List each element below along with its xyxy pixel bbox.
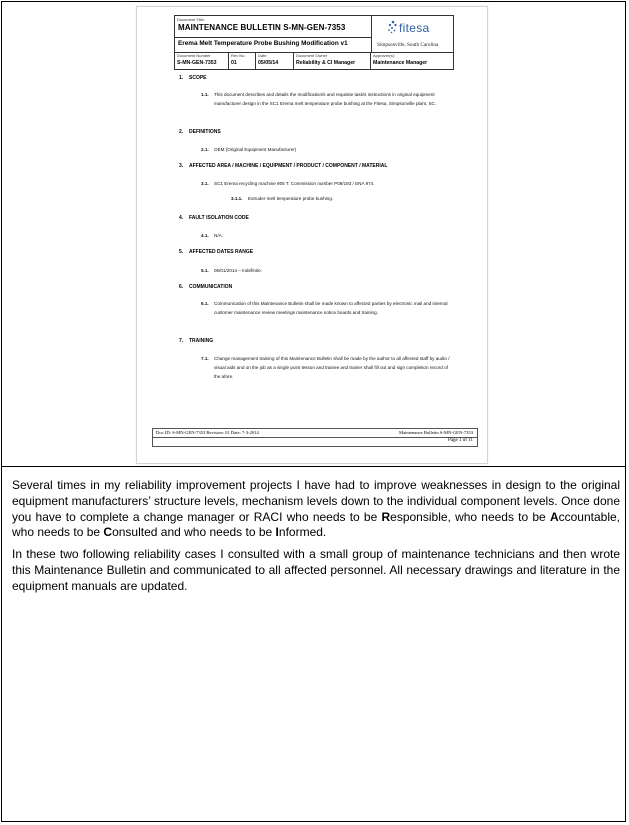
- section-number: 4.: [179, 215, 184, 221]
- rev-value: 01: [231, 60, 237, 66]
- section-number: 1.: [179, 75, 184, 81]
- item-number: 3.1.1.: [231, 196, 243, 201]
- subtitle-cell: [175, 37, 372, 53]
- section-heading: [179, 129, 221, 135]
- bulletin-footer: [152, 428, 478, 447]
- item-number: 3.1.: [201, 181, 209, 186]
- approver-label: Approver(s):: [373, 53, 396, 58]
- item-text: Communication of this Maintenance Bulletin shall be made known to affected parties by electronic mail and internal customer maintenance review meetings maintenance notice boards and training.: [214, 301, 448, 315]
- item-number: 6.1.: [201, 301, 209, 306]
- owner-value: Reliability & CI Manager: [296, 60, 356, 66]
- doc-title-label: Document Title:: [177, 17, 205, 22]
- section-heading: [179, 75, 207, 81]
- date-label: Date: [258, 53, 267, 58]
- section-title: FAULT ISOLATION CODE: [189, 215, 249, 221]
- item-text: Extruder melt temperature probe bushing.: [248, 196, 334, 201]
- section-number: 2.: [179, 129, 184, 135]
- rev-cell: [229, 52, 256, 69]
- plant-location: Simpsonville, South Carolina: [377, 42, 439, 48]
- section-title: AFFECTED DATES RANGE: [189, 249, 254, 255]
- date-cell: [256, 52, 294, 69]
- text-run: ccountable, who needs to be: [12, 509, 620, 540]
- item-text: N/A.: [214, 233, 223, 238]
- section-heading: [179, 249, 253, 255]
- raci-letter: R: [381, 509, 391, 524]
- narrative-cell: [2, 467, 625, 821]
- item-number: 5.1.: [201, 268, 209, 273]
- footer-line: [153, 429, 477, 438]
- item-number: 4.1.: [201, 233, 209, 238]
- section-heading: [179, 338, 213, 344]
- owner-cell: [294, 52, 371, 69]
- bulletin-image-cell: [2, 2, 625, 467]
- item-text: Change management training of this Maintenance Bulletin shall be made by the author to all affected staff by audio / visual aids and on the job as a single point lesson and trainee and trainer shall fill out and sign completion record of the afore.: [214, 356, 450, 379]
- section-number: 3.: [179, 163, 184, 169]
- narrative-paragraph-2: In these two following reliability cases I consulted with a small group of maintenance technicians and then wrote this Maintenance Bulletin and communicated to all affected personnel. All necessary drawings and literature in the equipment manuals are updated.: [12, 547, 620, 593]
- section-number: 5.: [179, 249, 184, 255]
- section-title: AFFECTED AREA / MACHINE / EQUIPMENT / PRODUCT / COMPONENT / MATERIAL: [189, 163, 388, 169]
- item-text: This document describes and details the modification/s and requisite task/s instructions in original equipment manufacturer design in the SC1 Erema melt temperature probe bushing at the Fitesa, Simpsonville plant, SC.: [214, 92, 437, 106]
- section-title: COMMUNICATION: [189, 284, 233, 290]
- bulletin-header: [174, 15, 454, 70]
- section-heading: [179, 284, 232, 290]
- item-text: SC1 Erema recycling machine 905 T. Commission number P09/193 / ENA 974.: [214, 181, 375, 186]
- item-number: 2.1.: [201, 147, 209, 152]
- section-title: SCOPE: [189, 75, 207, 81]
- text-run: Several times in my reliability improvement projects I have had to improve weaknesses in design to the original equipment manufacturers’ structure levels, mechanism levels down to the individual component levels. Once done you have to complete a change manager or RACI who needs to be: [12, 478, 620, 524]
- raci-letter: I: [275, 525, 279, 540]
- narrative-paragraph-1: [12, 478, 620, 541]
- item-text: OEM (Original Equipment Manufacturer): [214, 147, 297, 152]
- doc-number-label: Document Number: [177, 53, 211, 58]
- item-text: 06/01/2014 – Indefinite.: [214, 268, 263, 273]
- logo-text: fitesa: [399, 21, 430, 35]
- text-run: onsulted and who needs to be: [112, 525, 276, 540]
- raci-letter: C: [103, 525, 113, 540]
- content-frame: [1, 1, 626, 822]
- section-number: 6.: [179, 284, 184, 290]
- section-title: DEFINITIONS: [189, 129, 221, 135]
- footer-doc-info: Doc ID: S-MN-GEN-7353 Revision: 01 Date: 7-3-2014: [156, 430, 259, 435]
- page-number: Page 1 of 11: [448, 438, 473, 443]
- raci-letter: A: [549, 509, 559, 524]
- footer-bulletin-name: Maintenance Bulletin S-MN-GEN-7353: [399, 430, 473, 435]
- company-logo: [372, 16, 453, 53]
- section-number: 7.: [179, 338, 184, 344]
- approver-cell: [371, 52, 453, 69]
- bulletin-title: MAINTENANCE BULLETIN S-MN-GEN-7353: [178, 23, 346, 32]
- date-value: 05/05/14: [258, 60, 279, 66]
- owner-label: Document Owner: [296, 53, 328, 58]
- item-number: 7.1.: [201, 356, 209, 361]
- fitesa-logo-icon: [387, 20, 399, 34]
- doc-number-value: S-MN-GEN-7353: [177, 60, 217, 66]
- meta-row: [175, 52, 453, 69]
- section-title: TRAINING: [189, 338, 214, 344]
- bulletin-page: [136, 6, 488, 464]
- approver-value: Maintenance Manager: [373, 60, 428, 66]
- narrative-text: [12, 478, 620, 601]
- item-number: 1.1.: [201, 92, 209, 97]
- title-cell: [175, 16, 372, 38]
- doc-number-cell: [175, 52, 229, 69]
- text-run: nformed.: [278, 525, 327, 540]
- bulletin-subtitle: Erema Melt Temperature Probe Bushing Modification v1: [178, 40, 348, 47]
- section-heading: [179, 215, 249, 221]
- text-run: esponsible, who needs to be: [390, 509, 550, 524]
- section-heading: [179, 163, 387, 169]
- rev-label: Rev No.: [231, 53, 246, 58]
